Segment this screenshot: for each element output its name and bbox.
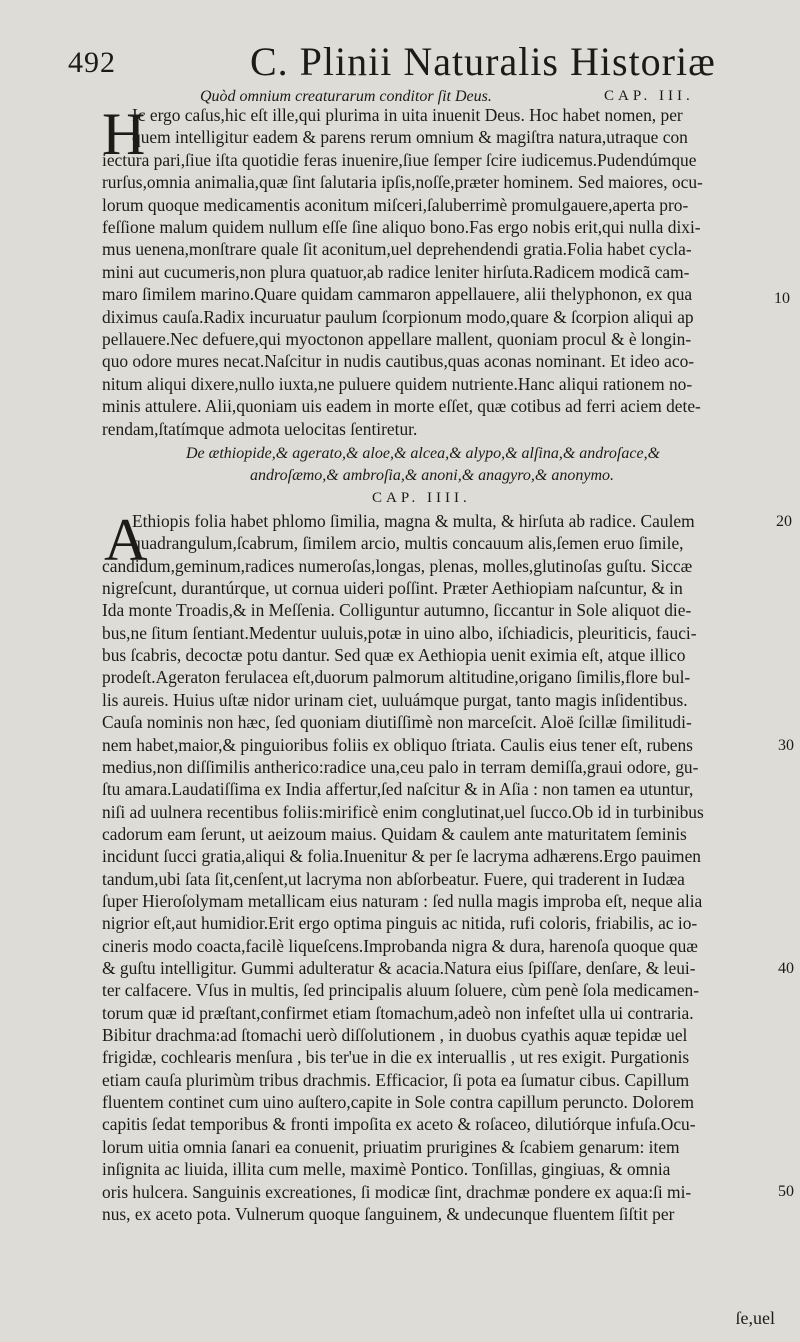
text-line: ter calfacere. Vſus in multis, ſed principalis aluum ſoluere, cùm penè ſola medicamen- [102,980,700,1001]
chapter4-dropcap: A [104,507,148,573]
text-line: ſuper Hieroſolymam metallicam eius naturam : ſed nulla magis improba eſt, neque alia [102,890,703,911]
chapter3-title: Quòd omnium creaturarum conditor ſit Deus. [200,88,492,105]
text-line: candidum,geminum,radices numeroſas,longas, plenas, molles,glutinoſas guſtu. Siccæ [102,555,693,576]
margin-number-20: 20 [776,513,792,530]
text-line: lorum uitia omnia ſanari ea conuenit, priuatim prurigines & ſcabiem genarum: item [102,1136,680,1157]
text-line: inſignita ac liuida, illita cum melle, maximè Pontico. Tonſillas, gingiuas, & omnia [102,1159,671,1180]
text-line: medius,non diſſimilis antherico:radice una,ceu palo in terram demiſſa,graui odore, gu- [102,756,699,777]
text-line: maro ſimilem marino.Quare quidam cammaron appellauere, alii thelyphonon, ex qua [102,284,693,305]
text-line: nigrior eſt,aut humidior.Erit ergo optima pinguis ac nitida, rufi coloris, friabilis, ac io- [102,913,698,934]
margin-number-10: 10 [774,290,790,307]
text-line: bus,ne ſitum ſentiant.Medentur uuluis,potæ in uino albo, iſchiadicis, pleuriticis, fauci- [102,622,697,643]
text-line: oris hulcera. Sanguinis excreationes, ſi modicæ ſint, drachmæ pondere ex aqua:ſi mi- [102,1181,692,1202]
text-line: tandum,ubi ſata ſit,cenſent,ut lacryma non abſorbeatur. Fuere, qui traderent in Iudæa [102,868,685,889]
text-line: cadorum eam ſerunt, ut aeizoum maius. Quidam & caulem ante maturitatem ſeminis [102,823,687,844]
text-line: frigidæ, cochlearis menſura , bis ter'ue in die ex interuallis , ut res exigit. Purgationis [102,1047,690,1068]
chapter3-dropcap: H [102,101,146,167]
text-line: etiam cauſa plurimùm tribus drachmis. Efficacior, ſi pota ea ſumatur cibus. Capillum [102,1069,690,1090]
text-line: niſi ad uulnera recentibus foliis:mirificè enim conglutinat,uel ſucco.Ob id in turbinibus [102,801,704,822]
text-line: iectura pari,ſiue iſta quotidie feras inuenire,ſiue ſemper ſcire iudicemus.Pudendúmque [102,149,697,170]
text-line: nem habet,maior,& pinguioribus foliis ex obliquo ſtriata. Caulis eius tener eſt, rubens [102,734,693,755]
chapter4-title-line2: androſæmo,& ambroſia,& anoni,& anagyro,& anonymo. [250,467,614,484]
text-line: bus ſcabris, decoctæ potu dantur. Sed quæ ex Aethiopia uenit eximia eſt, atque illico [102,645,686,666]
text-line: lorum quoque medicamentis aconitum miſceri,ſaluberrimè promulgauere,aperta pro- [102,194,689,215]
text-line: mus uenena,monſtrare quale ſit aconitum,uel deprehendendi gratia.Folia habet cycla- [102,239,692,260]
chapter3-cap: CAP. III. [604,88,694,104]
text-line: quadrangulum,ſcabrum, ſimilem arcio, multis concauum alis,ſemen eruo ſimile, [132,533,684,554]
text-line: quem intelligitur eadem & parens rerum omnium & magiſtra natura,utraque con [132,127,688,148]
text-line: torum quæ id præſtant,confirmet etiam ſtomachum,adeò non infeſtet ulla ui contraria. [102,1002,694,1023]
catchword: ſe,uel [735,1308,775,1328]
text-line: minis attulere. Alii,quoniam uis eadem in morte eſſet, quæ cotibus ad ferri aciem dete- [102,396,701,417]
text-line: pellauere.Nec defuere,qui myoctonon appellare mallent, quoniam procul & è longin- [102,329,692,349]
text-line: nigreſcunt, durantúrque, ut cornua uideri poſſint. Præter Aethiopiam naſcuntur, & in [102,578,683,599]
text-line: fluentem continet cum uino auſtero,capite in Sole contra capillum perunctо. Dolorem [102,1092,695,1113]
text-line: incidunt ſucci gratia,aliqui & folia.Inuenitur & per ſe lacryma adhærens.Ergo pauimen [102,846,701,867]
text-line: Ic ergo caſus,hic eſt ille,qui plurima in uita inuenit Deus. Hoc habet nomen, per [132,105,683,125]
margin-number-30: 30 [778,737,794,754]
running-title: C. Plinii Naturalis Historiæ [250,39,716,84]
text-line: capitis ſedat temporibus & fronti impoſita ex aceto & roſaceo, dilutiórque infuſa.Ocu- [102,1114,696,1135]
text-line: quo odore mures necat.Naſcitur in nudis cautibus,quas aconas nominant. Et ideo aco- [102,351,695,372]
margin-number-50: 50 [778,1183,794,1200]
text-line: lis aureis. Huius uſtæ nidor urinam ciet, uuluámque purgat, tanto magis inſidentibus. [102,689,688,710]
text-line: Cauſa nominis non hæc, ſed quoniam diutiſſimè non marceſcit. Aloë ſcillæ ſimilitudi- [102,712,692,733]
text-line: prodeſt.Ageraton ferulacea eſt,duorum palmorum altitudine,origano ſimilis,flore bul- [102,667,691,688]
text-line: ſtu amara.Laudatiſſima ex India affertur,ſed naſcitur & in Aſia : non tamen ea utuntur, [102,779,694,800]
chapter4-title-line1: De æthiopide,& agerato,& aloe,& alcea,& alypo,& alſina,& androſace,& [186,445,661,462]
text-line: & guſtu intelligitur. Gummi adulteratur & acacia.Natura eius ſpiſſare, denſare, & leui- [102,958,696,978]
text-line: cineris modo coacta,facilè liqueſcens.Improbanda nigra & dura, harenoſa quoque quæ [102,935,698,956]
text-line: mini aut cucumeris,non plura quatuor,ab radice leniter hirſuta.Radicem modicã cam- [102,261,690,282]
text-line: Bibitur drachma:ad ſtomachi uerò diſſolutionem , in duobus cyathis aquæ tepidæ uel [102,1025,688,1046]
text-line: nitum aliqui dixere,nullo iuxta,ne puluere quidem nutriente.Hanc aliqui rationem no- [102,373,693,394]
text-line: rurſus,omnia animalia,quæ ſint ſalutaria ipſis,noſſe,præter hominem. Sed maiores, ocu- [102,172,703,193]
text-line: Ethiopis folia habet phlomo ſimilia, magna & multa, & hirſuta ab radice. Caulem [132,511,695,531]
text-line: Ida monte Troadis,& in Meſſenia. Colliguntur autumno, ſiccantur in Sole aliquot die- [102,600,692,621]
text-line: rendam,ſtatímque admota uelocitas ſentiretur. [102,418,418,439]
chapter4-cap: CAP. IIII. [372,490,471,506]
text-line: nus, ex aceto pota. Vulnerum quoque ſanguinem, & undecunque fluentem ſiſtit per [102,1203,675,1224]
text-line: diximus cauſa.Radix incuruatur paulum ſcorpionum modo,quare & ſcorpion aliqui ap [102,306,694,327]
margin-number-40: 40 [778,960,794,977]
text-line: feſſione malum quidem nullum eſſe ſine aliquo bono.Fas ergo nobis erit,qui nulla dixi- [102,217,701,237]
page-number: 492 [68,46,116,79]
